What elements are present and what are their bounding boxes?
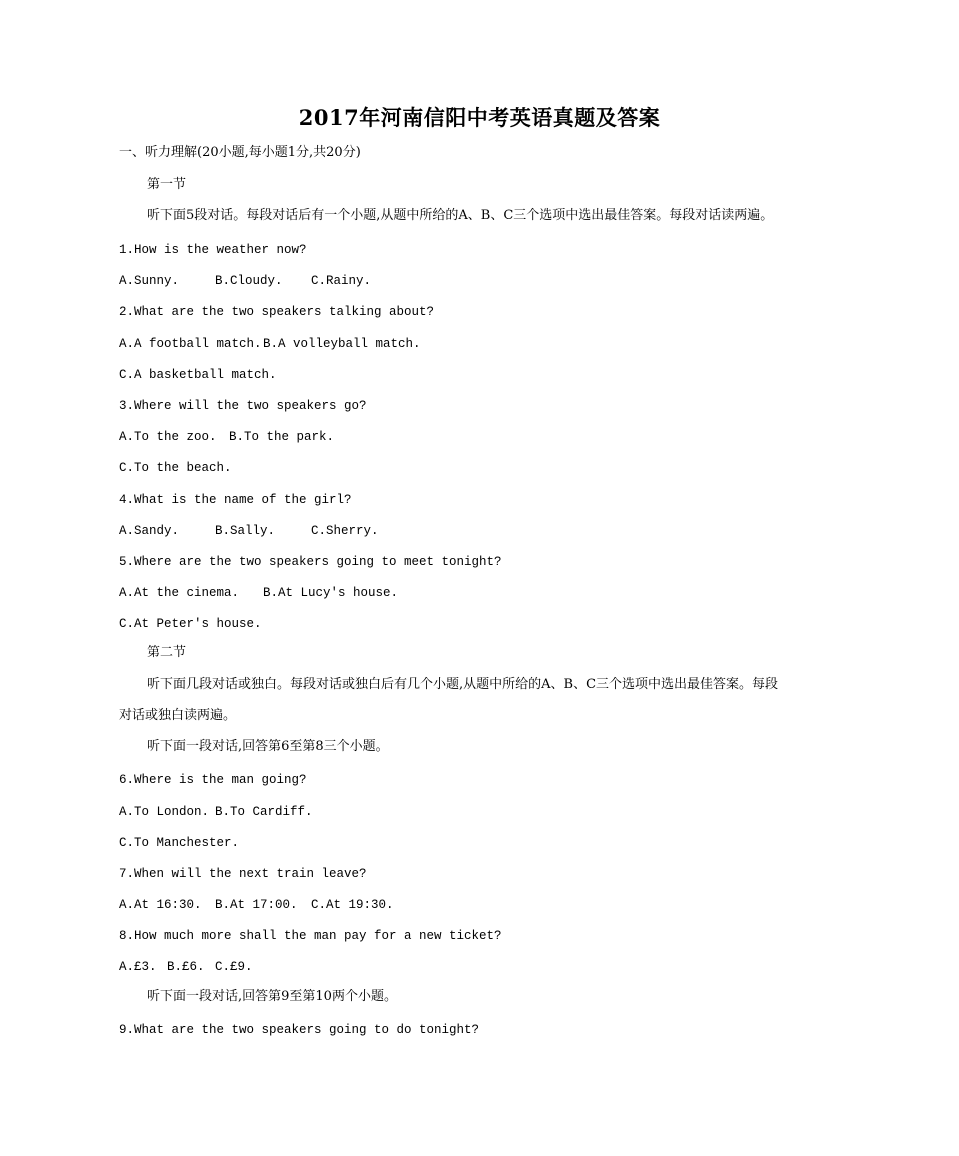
question-6-options xyxy=(119,803,313,821)
option-c: C.Sherry. xyxy=(311,524,379,538)
question-9: 9.What are the two speakers going to do tonight? xyxy=(119,1023,480,1037)
question-1-options xyxy=(119,272,371,290)
option-a: A.Sunny. xyxy=(119,274,180,288)
option-b: B.To Cardiff. xyxy=(215,805,313,819)
option-a: A.A football match. xyxy=(119,337,262,351)
question-7: 7.When will the next train leave? xyxy=(119,867,367,881)
option-a: A.To the zoo. xyxy=(119,430,217,444)
part2-instruction-line2: 对话或独白读两遍。 xyxy=(119,708,237,723)
option-a: A.£3. xyxy=(119,960,157,974)
option-b: B.Cloudy. xyxy=(215,274,283,288)
part2-heading: 第二节 xyxy=(147,645,187,660)
document-title: 2017年河南信阳中考英语真题及答案 xyxy=(298,105,661,130)
option-c: C.Rainy. xyxy=(311,274,372,288)
option-b: B.To the park. xyxy=(229,430,335,444)
option-b: B.A volleyball match. xyxy=(263,337,421,351)
question-6: 6.Where is the man going? xyxy=(119,773,307,787)
option-a: A.At 16:30. xyxy=(119,898,202,912)
option-a: A.To London. xyxy=(119,805,210,819)
option-b: B.At Lucy's house. xyxy=(263,586,399,600)
question-5-option-c: C.At Peter's house. xyxy=(119,617,262,631)
option-c: C.£9. xyxy=(215,960,253,974)
part2-sub-instruction-1: 听下面一段对话,回答第6至第8三个小题。 xyxy=(147,739,389,754)
option-a: A.At the cinema. xyxy=(119,586,240,600)
option-b: B.At 17:00. xyxy=(215,898,298,912)
question-4: 4.What is the name of the girl? xyxy=(119,493,352,507)
question-8: 8.How much more shall the man pay for a new ticket? xyxy=(119,929,502,943)
option-b: B.Sally. xyxy=(215,524,276,538)
question-3: 3.Where will the two speakers go? xyxy=(119,399,367,413)
part2-instruction-line1: 听下面几段对话或独白。每段对话或独白后有几个小题,从题中所给的A、B、C三个选项中选出最佳答案。每段 xyxy=(147,677,779,692)
section-heading: 一、听力理解(20小题,每小题1分,共20分) xyxy=(119,145,361,160)
part1-instruction: 听下面5段对话。每段对话后有一个小题,从题中所给的A、B、C三个选项中选出最佳答案。每段对话读两遍。 xyxy=(147,208,774,223)
question-4-options xyxy=(119,522,379,540)
part1-heading: 第一节 xyxy=(147,177,187,192)
question-2-option-c: C.A basketball match. xyxy=(119,368,277,382)
option-b: B.£6. xyxy=(167,960,205,974)
question-6-option-c: C.To Manchester. xyxy=(119,836,240,850)
option-c: C.At 19:30. xyxy=(311,898,394,912)
question-2: 2.What are the two speakers talking about? xyxy=(119,305,435,319)
question-5: 5.Where are the two speakers going to meet tonight? xyxy=(119,555,502,569)
question-3-option-c: C.To the beach. xyxy=(119,461,232,475)
option-a: A.Sandy. xyxy=(119,524,180,538)
question-1: 1.How is the weather now? xyxy=(119,243,307,257)
question-8-options xyxy=(119,958,253,976)
question-5-options xyxy=(119,584,398,602)
part2-sub-instruction-2: 听下面一段对话,回答第9至第10两个小题。 xyxy=(147,989,397,1004)
question-7-options xyxy=(119,896,394,914)
question-2-options xyxy=(119,335,421,353)
question-3-options xyxy=(119,428,334,446)
